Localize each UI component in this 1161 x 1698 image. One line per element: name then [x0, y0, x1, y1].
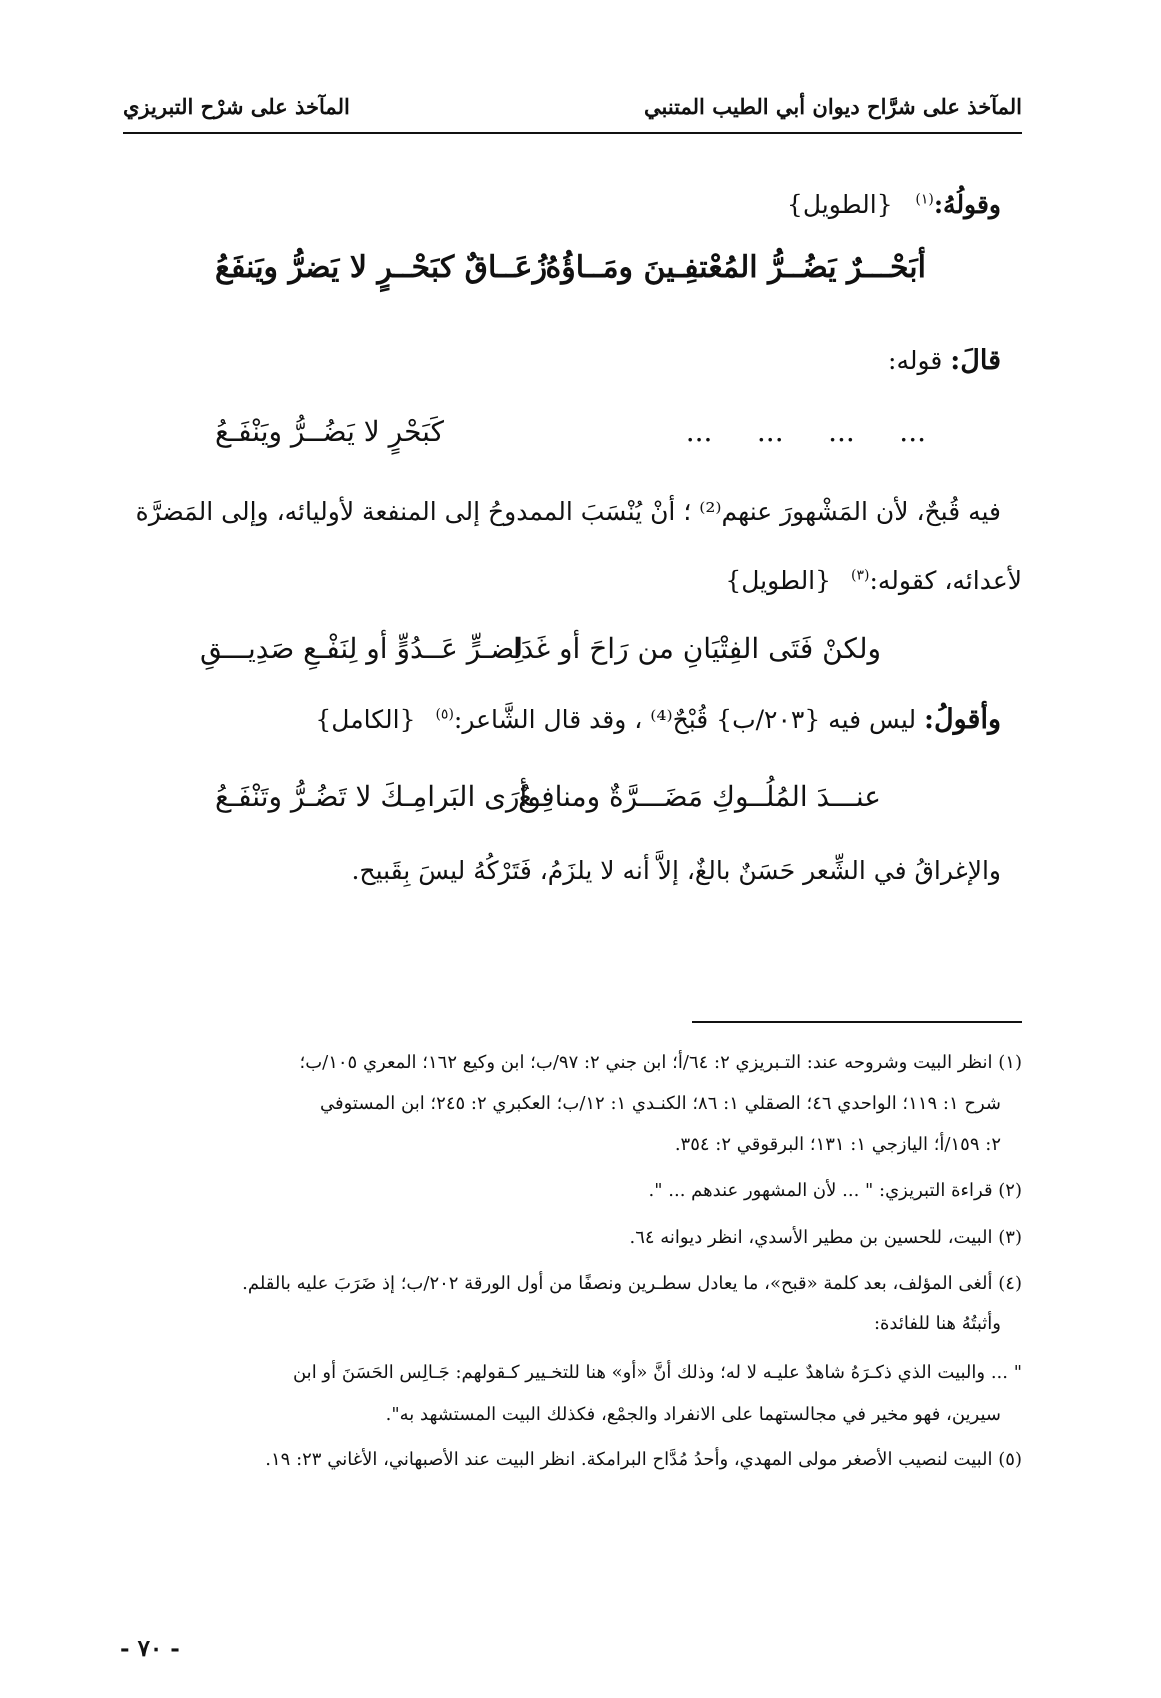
intro-label: وقولُهُ: — [933, 190, 1001, 219]
footnote-4-cont: وأثبتُهُ هنا للفائدة: — [873, 1313, 1001, 1334]
qala-text: قوله: — [888, 346, 943, 375]
footnote-3: (٣) البيت، للحسين بن مطير الأسدي، انظر ديوانه ٦٤. — [629, 1227, 1022, 1248]
poem-intro — [123, 190, 1001, 219]
footnote-ref: (١) — [915, 191, 934, 208]
closing-line: والإغراقُ في الشِّعر حَسَنٌ بالغٌ، إلاَّ أنه لا يلزَمُ، فَتَرْكُهُ ليسَ بِقَبيح. — [351, 856, 1001, 885]
footnote-ref: (٥) — [435, 706, 454, 723]
verse-1-second-hemistich: زُعَــاقٌ كبَحْــرٍ لا يَضرُّ ويَنفَعُ — [215, 250, 548, 285]
footnote-1: (١) انظر البيت وشروحه عند: التـبريزي ٢: ٦٤/أ؛ ابن جني ٢: ٩٧/ب؛ ابن وكيع ١٦٢؛ المعري ١٠٥/ب؛ — [299, 1052, 1022, 1073]
verse-3-first-hemistich: ولكنْ فَتَى الفِتْيَانِ من رَاحَ أو غَدَا — [513, 632, 881, 665]
prose-line-2 — [123, 566, 1022, 595]
verse-3-second-hemistich: لِضـرٍّ عَــدُوٍّ أو لِنَفْـعِ صَدِيـــقِ — [200, 632, 524, 665]
verse-2-ellipsis: ... ... ... ... — [685, 415, 926, 448]
verse-4-second-hemistich: وأرَى البَرامِـكَ لا تَضُـرُّ وتَنْفَـعُ — [215, 780, 541, 813]
section-title: المآخذ على شرْح التبريزي — [123, 94, 350, 119]
prose-line-2-text: لأعدائه، كقوله: — [869, 566, 1022, 595]
book-title: المآخذ على شرَّاح ديوان أبي الطيب المتنبي — [644, 94, 1022, 119]
footnote-4: (٤) ألغى المؤلف، بعد كلمة «قبح»، ما يعادل سطـرين ونصفًا من أول الورقة ٢٠٢/ب؛ إذ ضَرَبَ عليه بالقلم. — [242, 1273, 1022, 1294]
verse-4-first-hemistich: عنـــدَ المُلُــوكِ مَضَـــرَّةٌ ومنافِـعٌ — [518, 780, 881, 813]
qala-label: قالَ: — [950, 345, 1001, 376]
verse-2-second-hemistich: كَبَحْرٍ لا يَضُــرُّ ويَنْفَـعُ — [215, 415, 444, 448]
footnote-4-quote-cont: سيرين، فهو مخير في مجالستهما على الانفراد والجمْع، فكذلك البيت المستشهد به". — [385, 1404, 1001, 1425]
footnote-1-cont: ٢: ١٥٩/أ؛ اليازجي ١: ١٣١؛ البرقوقي ٢: ٣٥٤. — [674, 1134, 1001, 1155]
footnote-ref: (٣) — [851, 567, 870, 584]
aqul-line — [123, 704, 1001, 735]
meter-label: {الطويل} — [786, 190, 893, 219]
footnote-2: (٢) قراءة التبريزي: " ... لأن المشهور عندهم ... ". — [648, 1180, 1022, 1201]
footnote-5: (٥) البيت لنصيب الأصغر مولى المهدي، وأحدُ مُدَّاح البرامكة. انظر البيت عند الأصبهاني، الأغاني ٢٣: ١٩. — [265, 1449, 1022, 1470]
prose-line-1: فيه قُبحٌ، لأن المَشْهورَ عنهم⁽²⁾ ؛ أنْ يُنْسَبَ الممدوحُ إلى المنفعة لأوليائه، وإلى المَضرَّة — [135, 497, 1001, 526]
verse-1-first-hemistich: أبَحْـــرٌ يَضُــرُّ المُعْتفِـينَ ومَــاؤُهُ — [545, 250, 926, 285]
footnote-4-quote: " ... والبيت الذي ذكـرَهُ شاهدٌ عليـه لا له؛ وذلك أنَّ «أو» هنا للتخـيير كـقولهم: جَـالِس الحَسَنَ أو ابن — [292, 1362, 1022, 1383]
qala-line — [123, 345, 1001, 376]
meter-label: {الطويل} — [725, 566, 832, 595]
footnote-1-cont: شرح ١: ١١٩؛ الواحدي ٤٦؛ الصقلي ١: ٨٦؛ الكنـدي ١: ١٢/ب؛ العكبري ٢: ٢٤٥؛ ابن المستوفي — [319, 1093, 1001, 1114]
running-header — [123, 92, 1022, 134]
page-number: - ٧٠ - — [120, 1635, 180, 1662]
meter-label: {الكامل} — [315, 705, 416, 734]
aqul-label: وأقولُ: — [924, 704, 1001, 735]
aqul-text: ليس فيه {٢٠٣/ب} قُبْحٌ⁽⁴⁾ ، وقد قال الشَّاعر: — [453, 705, 917, 734]
footnote-divider — [692, 1021, 1022, 1023]
